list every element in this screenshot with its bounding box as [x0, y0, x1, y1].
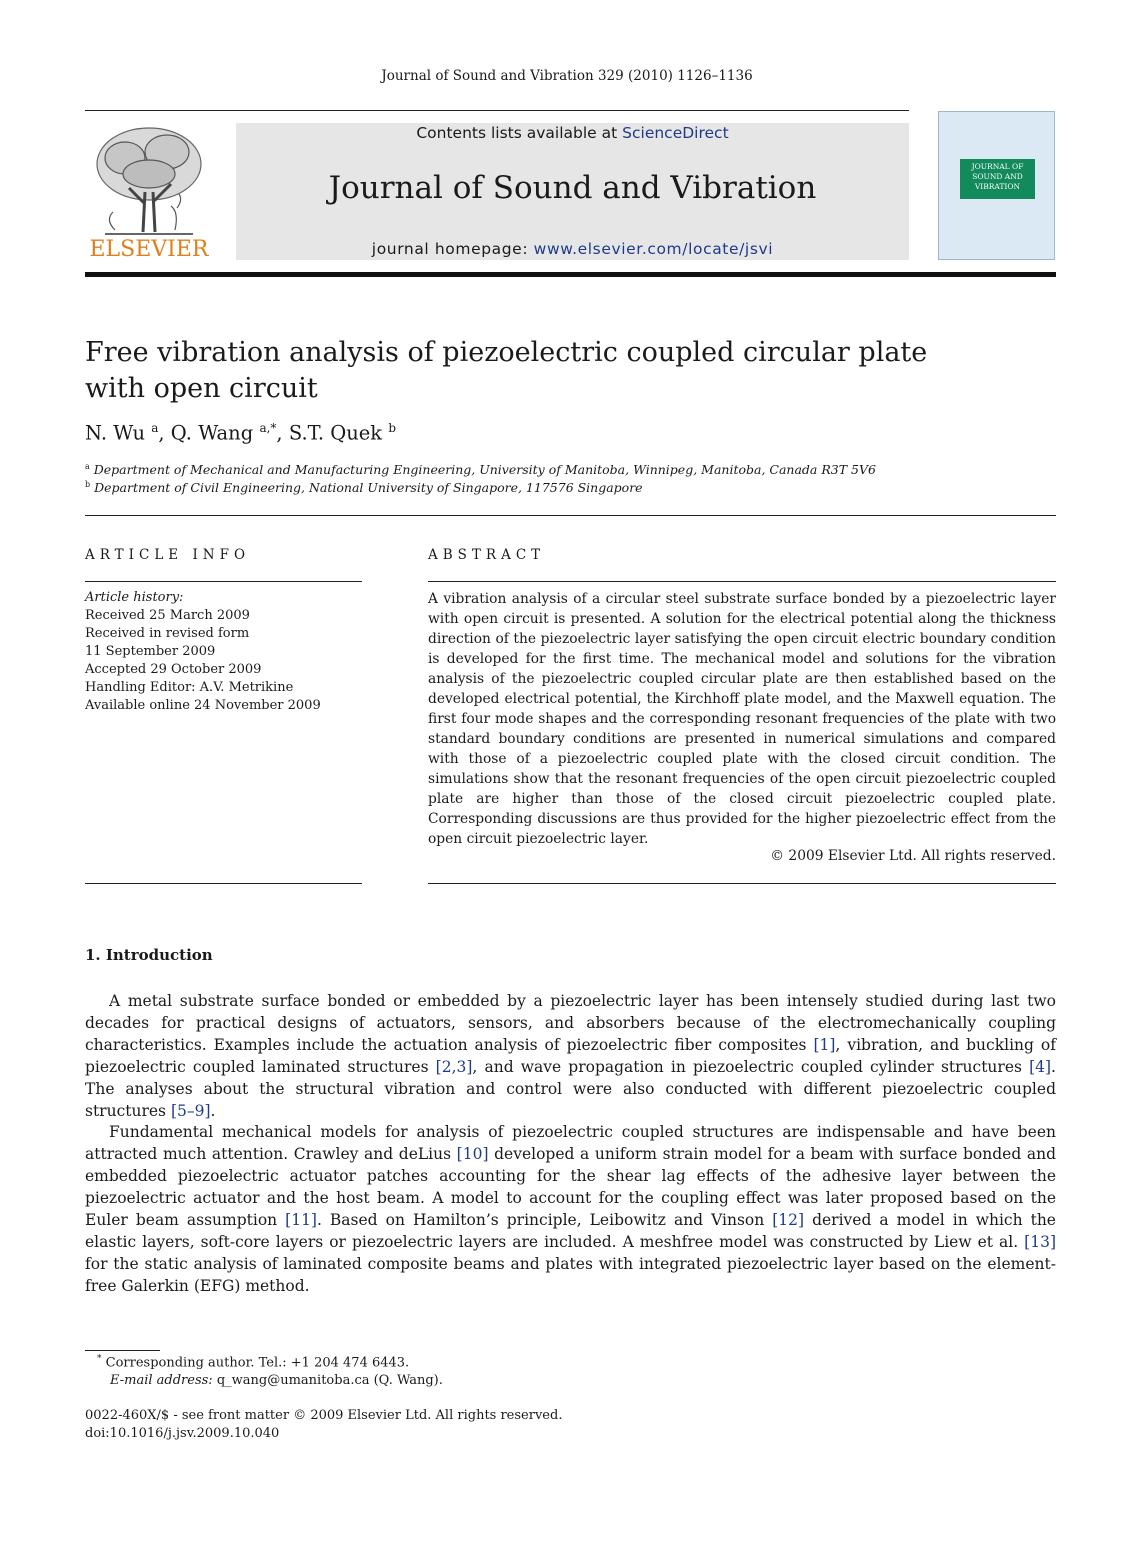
header-thick-rule: [85, 272, 1056, 277]
citation-link[interactable]: [1]: [813, 1035, 836, 1054]
email-footnote: [110, 1373, 443, 1388]
history-label: Article history:: [85, 590, 184, 605]
article-info-rule-top: [85, 581, 362, 582]
abstract-heading: ABSTRACT: [428, 547, 546, 563]
running-head: Journal of Sound and Vibration 329 (2010) 1126–1136: [381, 68, 753, 84]
corresponding-author-footnote: [97, 1354, 409, 1370]
elsevier-wordmark: ELSEVIER: [89, 237, 209, 262]
doi[interactable]: doi:10.1016/j.jsv.2009.10.040: [85, 1426, 280, 1441]
citation-link[interactable]: [11]: [285, 1211, 317, 1230]
email-label: E-mail address:: [110, 1373, 213, 1388]
citation-link[interactable]: [13]: [1024, 1232, 1056, 1251]
citation-link[interactable]: [10]: [456, 1145, 489, 1164]
affiliation-mark: a: [85, 462, 90, 471]
footnote-text: Corresponding author. Tel.: +1 204 474 6443.: [101, 1355, 410, 1371]
history-revised-2: 11 September 2009: [85, 644, 216, 659]
introduction-paragraph-2: [85, 1122, 1056, 1297]
abstract-rule-top: [428, 581, 1056, 582]
paragraph-text: for the static analysis of laminated composite beams and plates with integrated piezoelectric layer based on the element-free Galerkin (EFG) method.: [85, 1254, 1056, 1295]
history-received: Received 25 March 2009: [85, 608, 250, 623]
homepage-line: [236, 240, 909, 258]
history-editor: Handling Editor: A.V. Metrikine: [85, 680, 294, 695]
article-info-rule-bottom: [85, 883, 362, 884]
email-value[interactable]: q_wang@umanitoba.ca (Q. Wang).: [212, 1373, 443, 1388]
author-name[interactable]: Q. Wang: [170, 421, 254, 445]
citation-link[interactable]: [12]: [772, 1211, 805, 1230]
history-accepted: Accepted 29 October 2009: [85, 662, 262, 677]
affiliation-text: Department of Civil Engineering, National University of Singapore, 117576 Singapore: [94, 480, 643, 496]
paragraph-text: . Based on Hamilton’s principle, Leibowitz and Vinson: [316, 1211, 773, 1230]
paragraph-text: , vibration, and buckling of piezoelectric coupled laminated structures: [85, 1035, 1056, 1076]
author-separator: ,: [276, 421, 289, 445]
affiliation-text: Department of Mechanical and Manufacturing Engineering, University of Manitoba, Winnipeg, Manitoba, Canada R3T 5V6: [93, 462, 876, 478]
footnote-mark: *: [97, 1354, 102, 1364]
author-affiliation-mark: a,*: [259, 421, 277, 435]
top-rule: [85, 110, 909, 111]
contents-prefix: Contents lists available at: [416, 124, 623, 142]
citation-link[interactable]: [4]: [1029, 1057, 1052, 1076]
affiliation-mark: b: [85, 480, 91, 489]
author-affiliation-mark: a: [151, 421, 159, 435]
author-affiliation-mark: b: [388, 421, 397, 435]
footnote-rule: [85, 1350, 160, 1351]
journal-title: Journal of Sound and Vibration: [328, 170, 817, 206]
paragraph-text: .: [210, 1101, 216, 1120]
paragraph-text: developed a uniform strain model for a beam with surface bonded and embedded piezoelectric actuator patches accounting for the shear lag effects of the adhesive layer between the piezoelectric actuator and the host beam. A model to account for the coupling effect was later proposed based on the Euler beam assumption: [85, 1145, 1056, 1230]
paragraph-text: Fundamental mechanical models for analysis of piezoelectric coupled structures are indispensable and have been attracted much attention. Crawley and deLius: [85, 1123, 1056, 1164]
article-title-line-1: Free vibration analysis of piezoelectric coupled circular plate: [85, 337, 928, 368]
citation-link[interactable]: [5–9]: [170, 1101, 211, 1120]
introduction-body: [85, 991, 1056, 1298]
affiliation-a: [85, 462, 876, 477]
article-history: [85, 589, 365, 715]
history-online: Available online 24 November 2009: [85, 698, 321, 713]
author-list: [85, 421, 396, 445]
abstract-text: A vibration analysis of a circular steel substrate surface bonded by a piezoelectric layer with open circuit is presented. A solution for the electrical potential along the thickness direction of the piezoelectric layer satisfying the open circuit electric boundary condition is developed for the first time. The mechanical model and solutions for the vibration analysis of the piezoelectric coupled circular plate are then established based on the developed electrical potential, the Kirchhoff plate model, and the Maxwell equation. The first four mode shapes and the corresponding resonant frequencies of the plate with two standard boundary conditions are presented in numerical simulations and compared with those of a piezoelectric coupled plate with the closed circuit condition. The simulations show that the resonant frequencies of the open circuit piezoelectric coupled plate are higher than those of the closed circuit piezoelectric coupled plate. Corresponding discussions are thus provided for the higher piezoelectric effect from the open circuit piezoelectric layer.: [428, 591, 1056, 847]
author-name[interactable]: N. Wu: [85, 421, 146, 445]
paragraph-text: A metal substrate surface bonded or embedded by a piezoelectric layer has been intensely studied during last two decades for practical designs of actuators, sensors, and absorbers because of the electromechanically coupling characteristics. Examples include the actuation analysis of piezoelectric fiber composites: [85, 992, 1056, 1054]
paragraph-text: derived a model in which the elastic layers, soft-core layers or piezoelectric layers are included. A meshfree model was constructed by Liew et al.: [85, 1211, 1056, 1251]
paragraph-text: . The analyses about the structural vibration and control were also conducted with different piezoelectric coupled structures: [85, 1057, 1056, 1120]
contents-line: [236, 124, 909, 142]
cover-title: JOURNAL OF SOUND AND VIBRATION: [971, 162, 1024, 191]
article-title-line-2: with open circuit: [85, 373, 318, 404]
sciencedirect-link[interactable]: ScienceDirect: [622, 124, 729, 142]
affiliation-b: [85, 480, 643, 495]
front-matter-notice: 0022-460X/$ - see front matter © 2009 Elsevier Ltd. All rights reserved.: [85, 1408, 563, 1423]
article-title: [85, 335, 985, 407]
citation-link[interactable]: [2,3]: [435, 1057, 473, 1076]
section-rule: [85, 515, 1056, 516]
article-info-heading: ARTICLE INFO: [85, 547, 251, 563]
author-separator: ,: [158, 421, 171, 445]
homepage-prefix: journal homepage:: [371, 240, 534, 258]
abstract-rule-bottom: [428, 883, 1056, 884]
abstract-copyright: © 2009 Elsevier Ltd. All rights reserved.: [770, 848, 1056, 864]
author-name[interactable]: S.T. Quek: [288, 421, 383, 445]
introduction-heading: 1. Introduction: [85, 946, 213, 964]
introduction-paragraph-1: [85, 991, 1056, 1122]
paragraph-text: , and wave propagation in piezoelectric coupled cylinder structures: [472, 1057, 1030, 1076]
history-revised-1: Received in revised form: [85, 626, 250, 641]
journal-cover-thumbnail: [938, 111, 1055, 260]
homepage-link[interactable]: www.elsevier.com/locate/jsvi: [533, 240, 774, 258]
